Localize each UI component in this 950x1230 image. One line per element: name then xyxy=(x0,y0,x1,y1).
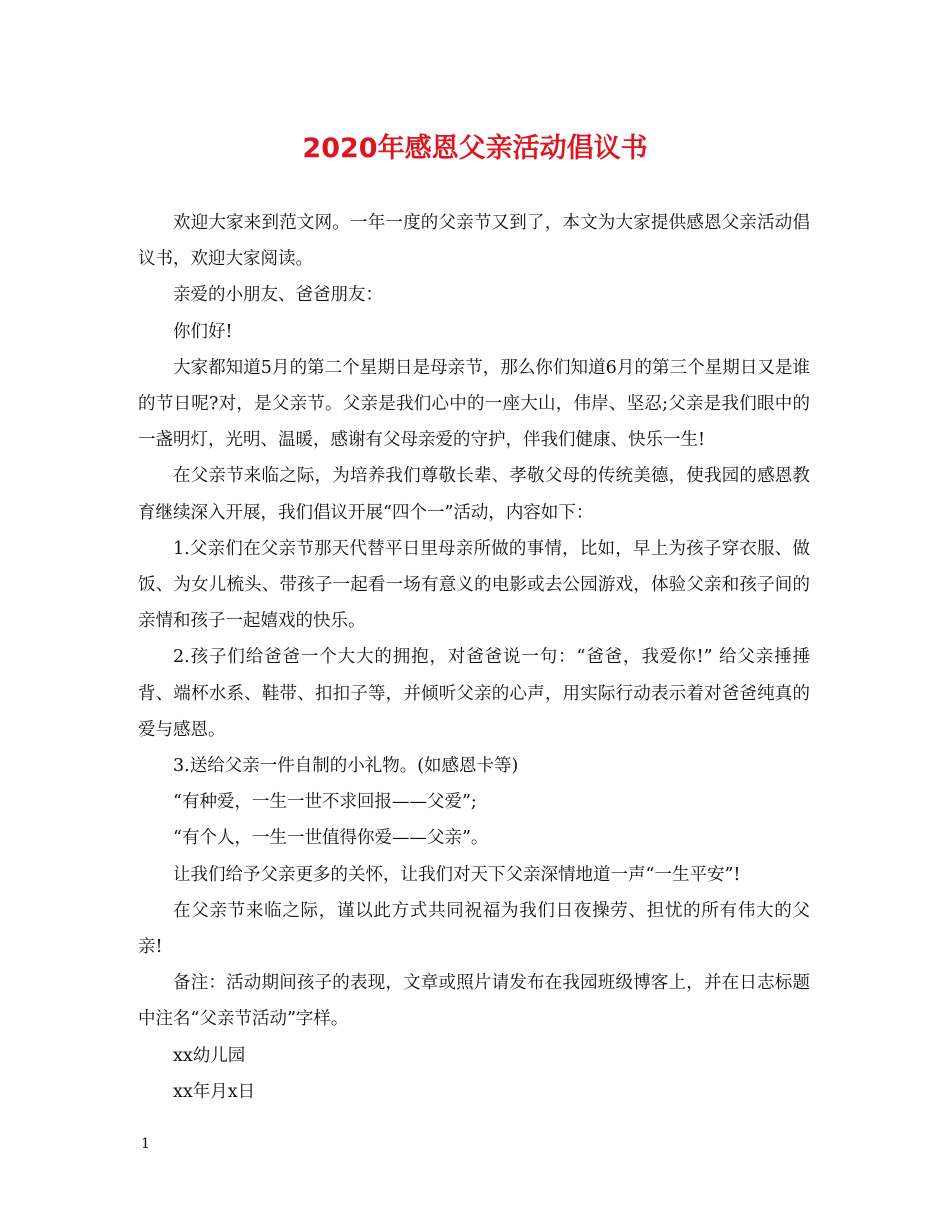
paragraph-proposal: 在父亲节来临之际，为培养我们尊敬长辈、孝敬父母的传统美德，使我园的感恩教育继续深入开展，我们倡议开展“四个一”活动，内容如下： xyxy=(138,466,810,523)
paragraph-salutation: 亲爱的小朋友、爸爸朋友： xyxy=(173,285,383,306)
document-body xyxy=(138,205,810,1110)
paragraph-fathers-day-intro: 大家都知道5月的第二个星期日是母亲节，那么你们知道6月的第三个星期日又是谁的节日呢?对，是父亲节。父亲是我们心中的一座大山，伟岸、坚忍;父亲是我们眼中的一盏明灯，光明、温暖，感谢有父母亲爱的守护，伴我们健康、快乐一生! xyxy=(138,357,810,451)
paragraph-item-1: 1.父亲们在父亲节那天代替平日里母亲所做的事情，比如，早上为孩子穿衣服、做饭、为女儿梳头、带孩子一起看一场有意义的电影或去公园游戏，体验父亲和孩子间的亲情和孩子一起嬉戏的快乐。 xyxy=(138,538,810,632)
document-title: 2020年感恩父亲活动倡议书 xyxy=(302,133,648,164)
signature-organization: xx幼儿园 xyxy=(173,1045,246,1066)
paragraph-blessing: 在父亲节来临之际，谨以此方式共同祝福为我们日夜操劳、担忧的所有伟大的父亲! xyxy=(138,900,810,958)
paragraph-quote-2: “有个人，一生一世值得你爱——父亲”。 xyxy=(173,828,489,849)
paragraph-wish: 让我们给予父亲更多的关怀，让我们对天下父亲深情地道一声“一生平安”! xyxy=(173,864,741,885)
signature-date: xx年月x日 xyxy=(173,1081,256,1102)
paragraph-intro: 欢迎大家来到范文网。一年一度的父亲节又到了，本文为大家提供感恩父亲活动倡议书，欢迎大家阅读。 xyxy=(138,213,810,270)
paragraph-quote-1: “有种爱，一生一世不求回报——父爱”; xyxy=(173,792,477,813)
paragraph-item-2: 2.孩子们给爸爸一个大大的拥抱，对爸爸说一句：“爸爸，我爱你!” 给父亲捶捶背、端杯水系、鞋带、扣扣子等，并倾听父亲的心声，用实际行动表示着对爸爸纯真的爱与感恩。 xyxy=(138,647,810,740)
page-number: 1 xyxy=(141,1136,150,1152)
paragraph-greeting: 你们好! xyxy=(173,321,233,342)
paragraph-note: 备注：活动期间孩子的表现，文章或照片请发布在我园班级博客上，并在日志标题中注名“父亲节活动”字样。 xyxy=(138,973,810,1030)
paragraph-item-3: 3.送给父亲一件自制的小礼物。(如感恩卡等) xyxy=(173,756,519,777)
